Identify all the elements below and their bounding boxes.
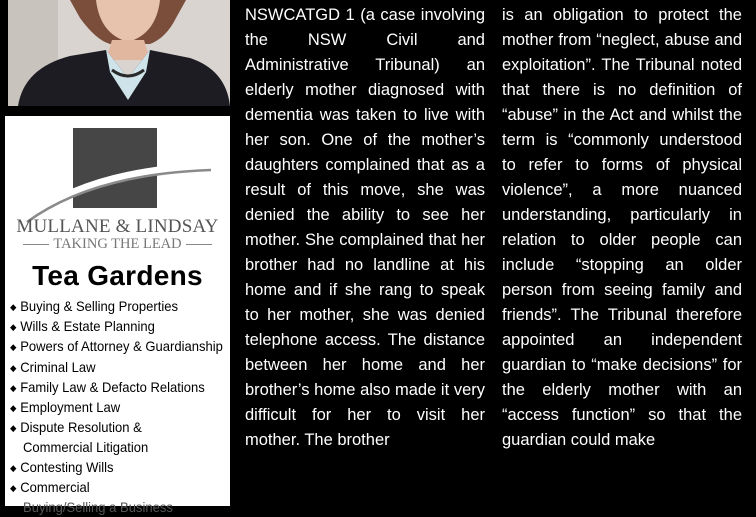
service-item: ◆ Commercial bbox=[10, 478, 223, 498]
bullet-icon: ◆ bbox=[10, 302, 17, 312]
bullet-icon: ◆ bbox=[10, 482, 17, 493]
service-item-continuation: Commercial Litigation bbox=[23, 439, 149, 456]
services-list bbox=[10, 297, 239, 517]
tagline-text: TAKING THE LEAD bbox=[53, 236, 182, 252]
bullet-icon: ◆ bbox=[10, 342, 17, 353]
bullet-icon: ◆ bbox=[10, 322, 17, 333]
firm-name: MULLANE & LINDSAY bbox=[16, 216, 219, 237]
tagline-left-rule bbox=[23, 244, 49, 245]
article-column-right: is an obligation to protect the mother from “neglect, abuse and exploitation”. The Tribunal noted that there is no definition of “abuse” in the Act and whilst the term is “commonly understood to refer to forms of physical violence”, a more nuanced understanding, particularly in relation to older people can include “stopping an older person from seeing family and friends”. The Tribunal therefore appointed an independent guardian to “make decisions” for the elderly mother with an “access function” so that the guardian could make bbox=[502, 6, 742, 449]
service-item: ◆ Buying & Selling Properties bbox=[10, 297, 223, 317]
article-column-middle: NSWCATGD 1 (a case involving the NSW Civil and Administrative Tribunal) an elderly mother diagnosed with dementia was taken to live with her son. One of the mother’s daughters complained that as a result of this move, she was denied the ability to see her mother. She complained that her brother had no landline at his home and if she rang to speak to her mother, she was denied telephone access. The distance between her home and her brother’s home also made it very difficult for her to visit her mother. The brother bbox=[245, 6, 485, 449]
bullet-icon: ◆ bbox=[10, 362, 17, 373]
service-item: ◆ Family Law & Defacto Relations bbox=[10, 378, 223, 398]
lawyer-portrait-photo bbox=[0, 0, 238, 110]
firm-advertisement bbox=[5, 116, 230, 516]
service-item: ◆ Contesting Wills bbox=[10, 458, 223, 478]
service-item: ◆ Powers of Attorney & Guardianship bbox=[10, 337, 223, 357]
service-item: ◆ Criminal Law bbox=[10, 358, 223, 378]
bullet-icon: ◆ bbox=[10, 403, 17, 414]
bullet-icon: ◆ bbox=[10, 382, 17, 393]
service-item: ◆ Employment Law bbox=[10, 398, 223, 418]
bullet-icon: ◆ bbox=[10, 462, 17, 473]
service-item: ◆ Wills & Estate Planning bbox=[10, 317, 223, 337]
service-item-continuation: Buying/Selling a Business bbox=[23, 499, 173, 516]
firm-tagline bbox=[5, 236, 230, 253]
tagline-right-rule bbox=[186, 244, 212, 245]
firm-logo-icon bbox=[23, 128, 213, 226]
bullet-icon: ◆ bbox=[10, 423, 17, 434]
office-heading: Tea Gardens bbox=[32, 260, 203, 291]
service-item: ◆ Dispute Resolution & bbox=[10, 418, 223, 438]
